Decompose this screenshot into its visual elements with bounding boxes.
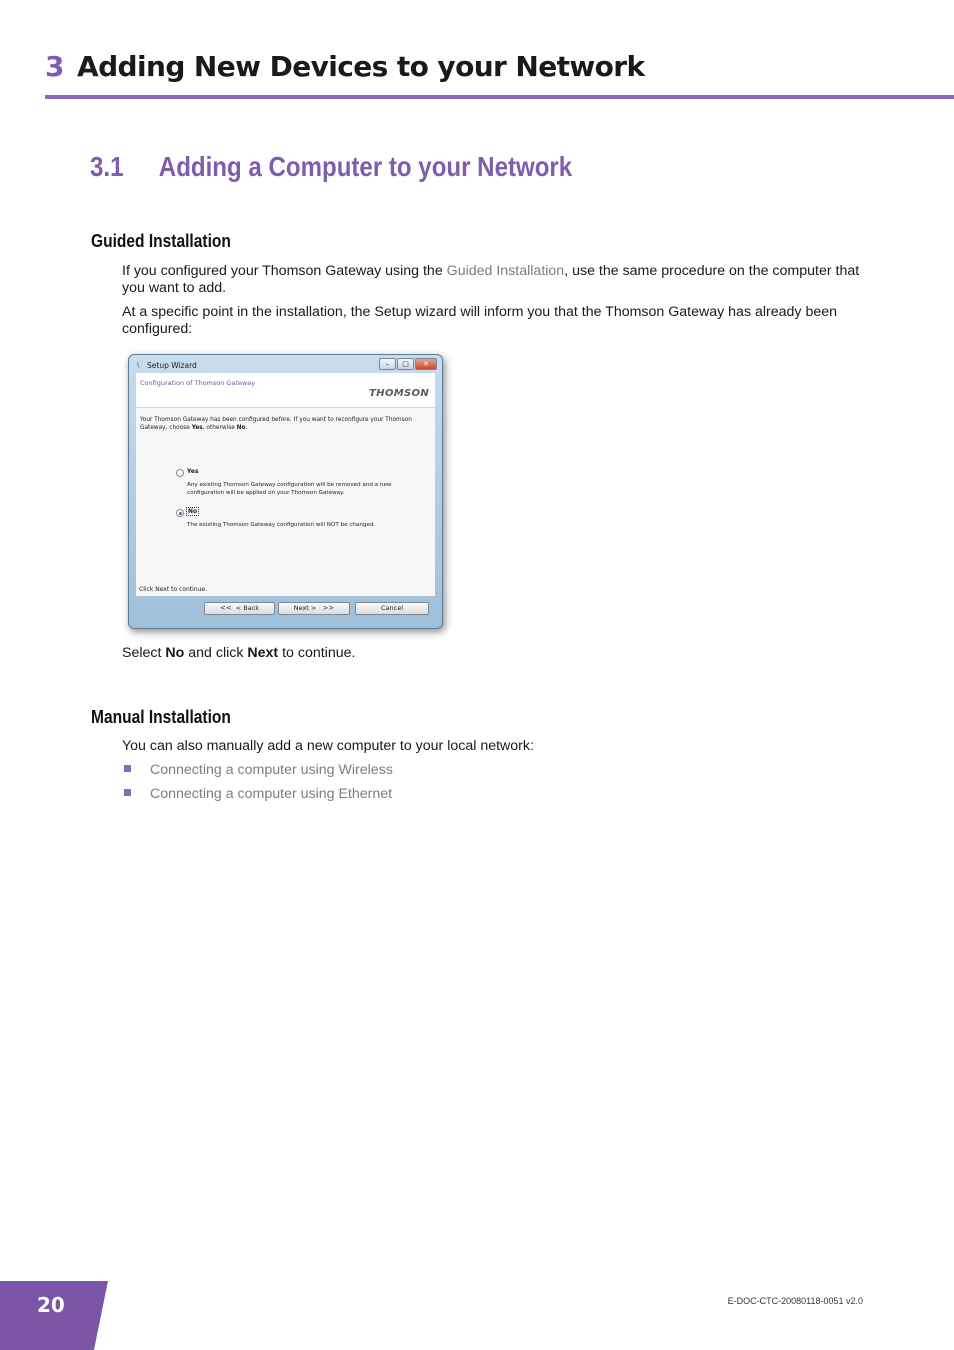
wizard-intro-no: No <box>236 425 246 431</box>
chapter-title-text: Adding New Devices to your Network <box>77 50 645 83</box>
wizard-app-icon: \ <box>137 361 140 369</box>
guided-paragraph-1 <box>122 263 867 297</box>
wizard-intro-mid: , otherwise <box>202 425 237 431</box>
option-no-label: No <box>188 508 198 515</box>
select-instruction <box>122 645 867 662</box>
thomson-logo: THOMSON <box>369 388 429 399</box>
minimize-icon: – <box>379 358 396 370</box>
setup-wizard-screenshot <box>128 354 443 629</box>
wizard-intro <box>140 416 430 432</box>
wizard-back-button <box>204 602 275 615</box>
wizard-intro-yes: Yes <box>191 425 203 431</box>
wizard-intro-end: . <box>245 425 248 431</box>
section-title <box>90 151 572 183</box>
manual-installation-heading: Manual Installation <box>91 706 231 727</box>
wizard-intro-text: Your Thomson Gateway has been configured before. If you want to reconfigure your Thomson Gateway, choose <box>140 417 412 431</box>
page-number: 20 <box>37 1293 65 1317</box>
wizard-title: Setup Wizard <box>147 361 197 370</box>
document-id: E-DOC-CTC-20080118-0051 v2.0 <box>727 1296 863 1306</box>
section-number: 3.1 <box>90 151 124 182</box>
chapter-divider <box>45 95 954 99</box>
radio-no <box>176 509 184 517</box>
list-item-wireless[interactable] <box>124 762 393 778</box>
select-next-bold: Next <box>247 645 279 661</box>
guided-installation-link[interactable]: Guided Installation <box>446 263 565 279</box>
option-yes-label: Yes <box>187 468 199 475</box>
list-item-ethernet[interactable] <box>124 786 392 802</box>
select-text-1: Select <box>122 645 166 661</box>
list-item-label: Connecting a computer using Wireless <box>150 762 393 778</box>
manual-intro: You can also manually add a new computer to your local network: <box>122 738 534 754</box>
maximize-icon: □ <box>397 358 414 370</box>
chapter-title <box>45 50 645 83</box>
bullet-square-icon <box>124 789 131 796</box>
guided-paragraph-2: At a specific point in the installation, the Setup wizard will inform you that the Thomson Gateway has already been configured: <box>122 304 838 337</box>
guided-p1-text-end: , use the same procedure on the computer that you want to add. <box>122 263 860 296</box>
select-no-bold: No <box>165 645 185 661</box>
wizard-window-controls <box>379 358 437 370</box>
guided-installation-heading: Guided Installation <box>91 230 231 251</box>
wizard-cancel-label: Cancel <box>380 604 404 612</box>
chapter-number: 3 <box>45 50 64 83</box>
wizard-next-button <box>278 602 350 615</box>
close-icon: ✕ <box>415 358 437 370</box>
wizard-body <box>136 408 435 596</box>
section-title-text: Adding a Computer to your Network <box>158 151 573 182</box>
wizard-header-title: Configuration of Thomson Gateway <box>140 379 256 387</box>
wizard-footer-text: Click Next to continue. <box>139 586 208 593</box>
radio-yes <box>176 469 184 477</box>
option-no-description: The existing Thomson Gateway configuration will NOT be changed. <box>187 522 376 528</box>
wizard-header <box>136 373 435 408</box>
wizard-back-label: < Back <box>235 604 260 612</box>
select-text-2: and click <box>184 645 248 661</box>
select-text-3: to continue. <box>278 645 356 661</box>
bullet-square-icon <box>124 765 131 772</box>
option-yes-description: Any existing Thomson Gateway configuration will be removed and a new configuration will be applied on your Thomson Gateway. <box>187 482 392 496</box>
guided-p1-text: If you configured your Thomson Gateway using the <box>122 263 447 279</box>
next-arrow-icon: >> <box>322 604 335 612</box>
wizard-cancel-button <box>355 602 429 615</box>
list-item-label: Connecting a computer using Ethernet <box>150 786 393 802</box>
back-arrow-icon: << <box>219 604 232 612</box>
wizard-next-label: Next > <box>293 604 317 612</box>
